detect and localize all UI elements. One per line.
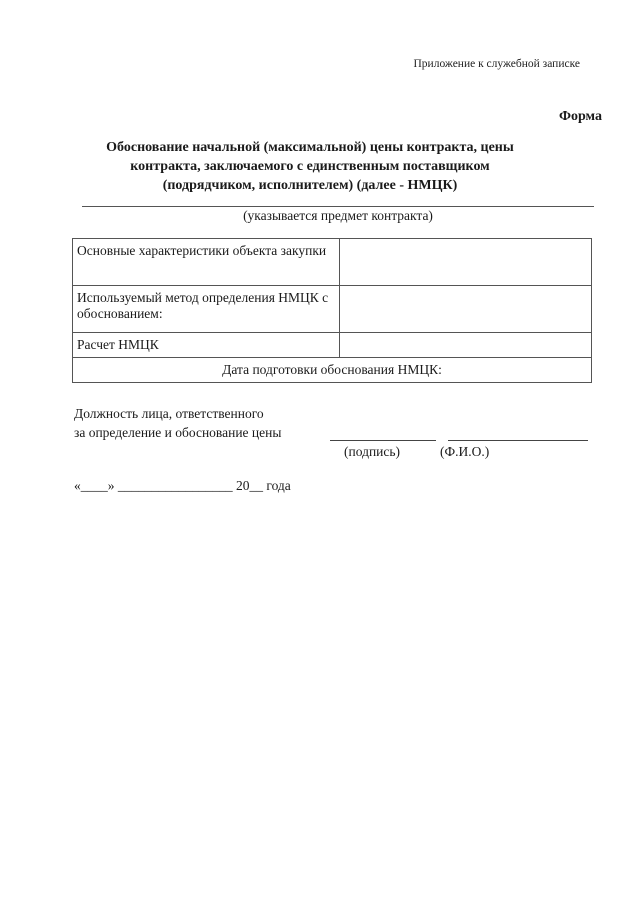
row-label-characteristics: Основные характеристики объекта закупки	[73, 239, 340, 286]
title-line-1: Обоснование начальной (максимальной) цены контракта, цены	[106, 140, 514, 155]
row-label-method: Используемый метод определения НМЦК с обоснованием:	[73, 286, 340, 333]
date-line[interactable]: «____» _________________ 20__ года	[74, 478, 291, 493]
table-row	[73, 333, 592, 358]
position-line-2: за определение и обоснование цены	[74, 425, 282, 440]
justification-table	[72, 238, 592, 383]
title-line-2: контракта, заключаемого с единственным поставщиком	[130, 159, 490, 174]
form-label: Форма	[558, 109, 602, 124]
row-value-characteristics[interactable]	[340, 239, 592, 286]
preparation-date-row[interactable]: Дата подготовки обоснования НМЦК:	[73, 358, 592, 383]
signature-fill-line[interactable]	[330, 440, 436, 441]
row-value-calculation[interactable]	[340, 333, 592, 358]
title-line-3: (подрядчиком, исполнителем) (далее - НМЦК)	[162, 178, 458, 193]
fio-fill-line[interactable]	[448, 440, 588, 441]
table-row	[73, 286, 592, 333]
fio-caption: (Ф.И.О.)	[440, 444, 490, 459]
subject-caption: (указывается предмет контракта)	[243, 208, 433, 223]
row-value-method[interactable]	[340, 286, 592, 333]
row-label-calculation: Расчет НМЦК	[73, 333, 340, 358]
document-title	[90, 138, 530, 195]
subject-fill-line	[82, 206, 594, 207]
signature-caption: (подпись)	[344, 444, 401, 459]
table-row	[73, 358, 592, 383]
table-row	[73, 239, 592, 286]
position-line-1: Должность лица, ответственного	[74, 406, 264, 421]
responsible-position	[74, 404, 334, 442]
appendix-note: Приложение к служебной записке	[413, 58, 580, 70]
